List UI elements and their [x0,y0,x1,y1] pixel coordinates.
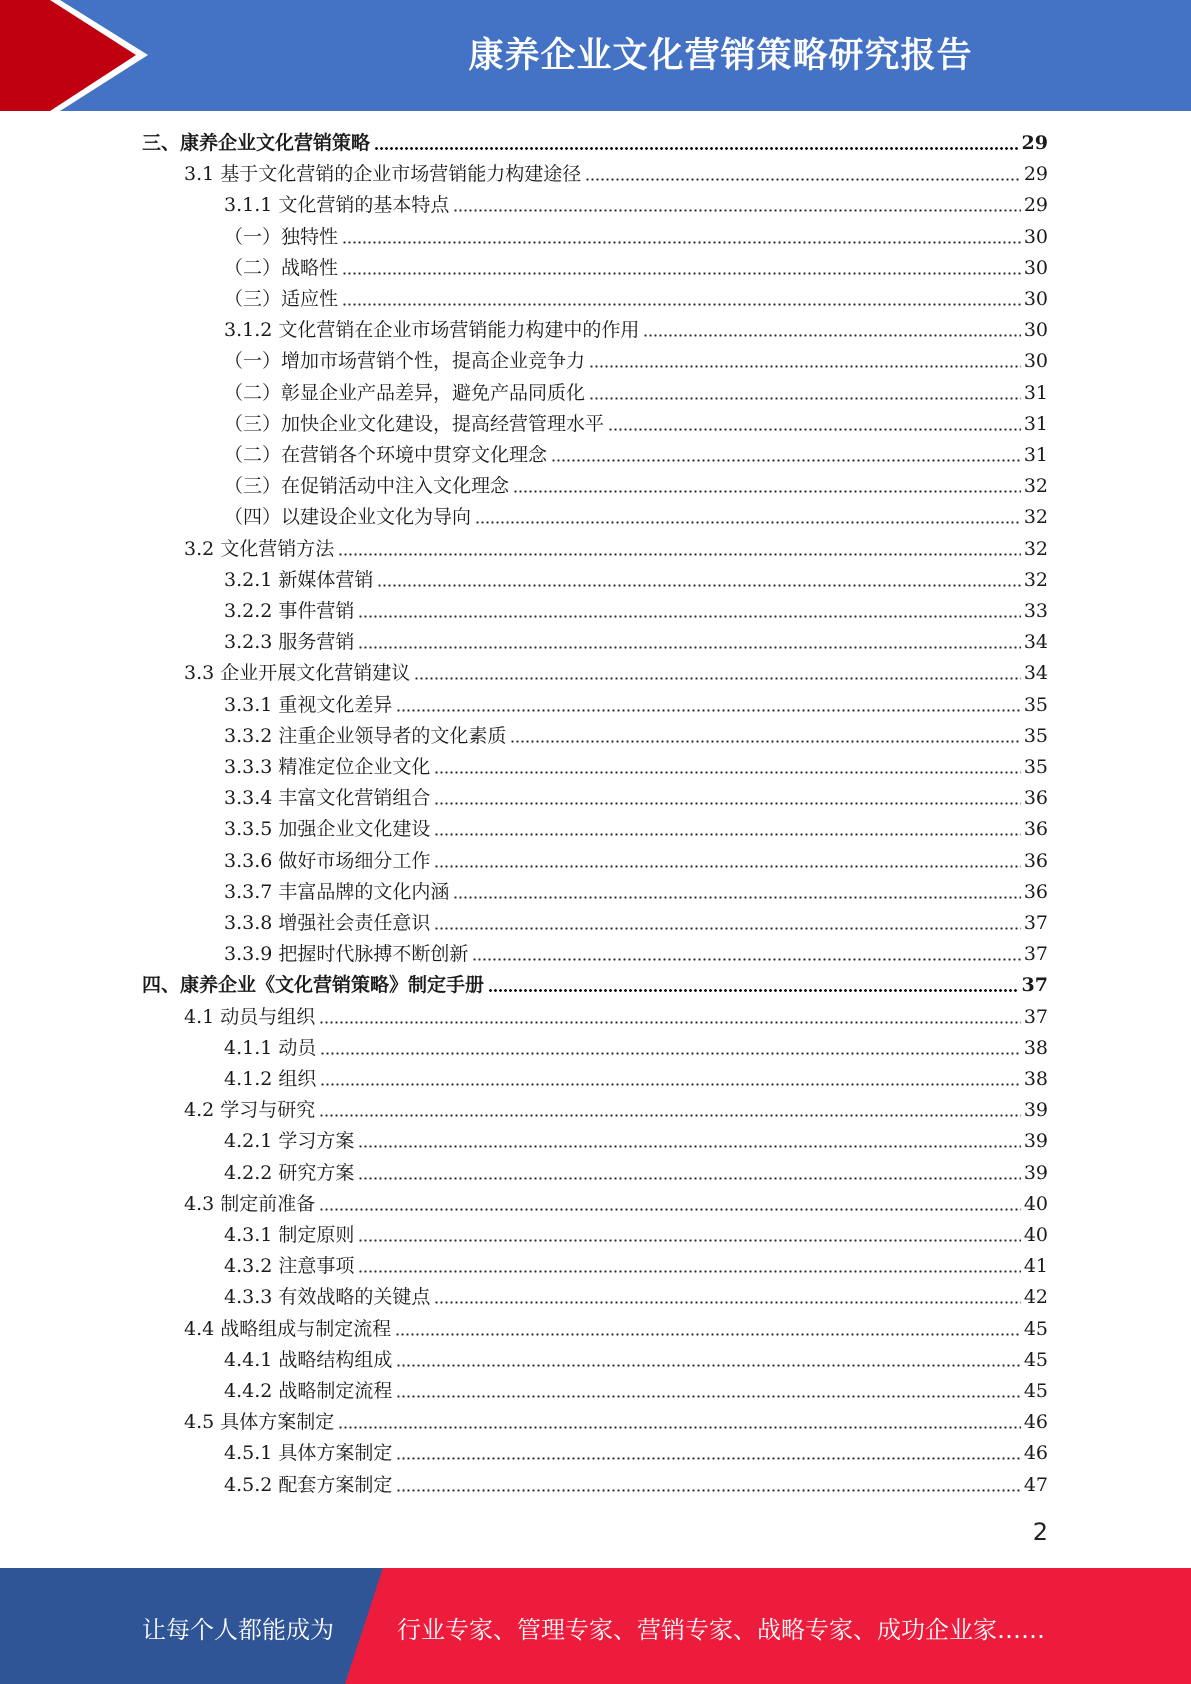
toc-entry-page: 31 [1023,413,1048,435]
toc-entry-page: 39 [1023,1130,1048,1152]
toc-entry-title: 3.2.2 事件营销 [224,600,355,622]
toc-dot-leader [358,1145,1020,1148]
toc-entry-title: 4.5.1 具体方案制定 [224,1442,393,1464]
toc-entry-title: （三）适应性 [224,288,339,310]
page-footer [0,1568,1191,1684]
toc-entry-title: 4.5.2 配套方案制定 [224,1474,393,1496]
toc-dot-leader [395,1333,1021,1336]
toc-entry[interactable] [224,1470,1048,1501]
page-header [0,0,1191,111]
toc-entry-page: 30 [1023,319,1048,341]
toc-dot-leader [472,958,1020,961]
toc-dot-leader [488,989,1019,992]
toc-entry[interactable] [224,1064,1048,1095]
toc-entry[interactable] [224,721,1048,752]
toc-dot-leader [338,1426,1021,1429]
toc-entry[interactable] [224,877,1048,908]
toc-entry[interactable] [184,534,1048,565]
toc-entry[interactable] [224,253,1048,284]
toc-entry-title: （一）增加市场营销个性，提高企业竞争力 [224,350,586,372]
toc-entry[interactable] [224,284,1048,315]
toc-entry-title: 4.4.2 战略制定流程 [224,1380,393,1402]
toc-entry-title: 4.1.1 动员 [224,1037,317,1059]
toc-entry-page: 29 [1023,194,1048,216]
toc-entry-title: 3.3.2 注重企业领导者的文化素质 [224,725,507,747]
toc-entry-page: 35 [1023,756,1048,778]
toc-dot-leader [643,334,1020,337]
toc-dot-leader [374,147,1019,150]
toc-dot-leader [434,865,1020,868]
toc-dot-leader [342,241,1021,244]
toc-dot-leader [358,646,1020,649]
toc-dot-leader [414,677,1021,680]
toc-entry[interactable] [224,315,1048,346]
toc-entry[interactable] [224,190,1048,221]
toc-entry-title: 3.2 文化营销方法 [184,538,335,560]
toc-entry[interactable] [224,346,1048,377]
toc-entry-title: 3.1.1 文化营销的基本特点 [224,194,450,216]
toc-entry-page: 37 [1021,974,1048,996]
toc-dot-leader [475,521,1021,524]
toc-dot-leader [396,1457,1020,1460]
toc-dot-leader [342,272,1021,275]
toc-dot-leader [585,178,1021,181]
toc-dot-leader [338,553,1021,556]
toc-dot-leader [396,1395,1020,1398]
toc-entry-page: 37 [1023,943,1048,965]
toc-dot-leader [319,1021,1021,1024]
toc-entry[interactable] [224,814,1048,845]
toc-entry-title: （四）以建设企业文化为导向 [224,506,472,528]
toc-entry-page: 46 [1023,1411,1048,1433]
toc-dot-leader [510,740,1020,743]
toc-entry-page: 45 [1023,1380,1048,1402]
toc-entry-title: 4.2.2 研究方案 [224,1162,355,1184]
toc-entry-page: 35 [1023,694,1048,716]
toc-entry-title: 四、康养企业《文化营销策略》制定手册 [142,974,485,996]
toc-entry-page: 33 [1023,600,1048,622]
toc-dot-leader [434,1301,1020,1304]
toc-entry-page: 45 [1023,1349,1048,1371]
toc-entry[interactable] [184,159,1048,190]
toc-entry-title: 3.3.6 做好市场细分工作 [224,850,431,872]
toc-entry[interactable] [184,1002,1048,1033]
toc-entry-title: （一）独特性 [224,226,339,248]
toc-entry[interactable] [224,378,1048,409]
toc-entry-page: 39 [1023,1162,1048,1184]
toc-dot-leader [589,365,1021,368]
page-number: 2 [1032,1518,1048,1546]
toc-entry[interactable] [224,1438,1048,1469]
toc-entry-page: 45 [1023,1318,1048,1340]
toc-dot-leader [342,303,1021,306]
toc-entry-title: 4.3.1 制定原则 [224,1224,355,1246]
toc-dot-leader [358,1177,1020,1180]
toc-entry-page: 38 [1023,1037,1048,1059]
toc-entry-page: 32 [1023,475,1048,497]
toc-entry-title: 4.4 战略组成与制定流程 [184,1318,392,1340]
toc-entry-title: 4.3 制定前准备 [184,1193,316,1215]
toc-entry-title: 3.3.9 把握时代脉搏不断创新 [224,943,469,965]
toc-entry[interactable] [224,502,1048,533]
toc-entry-title: 3.1.2 文化营销在企业市场营销能力构建中的作用 [224,319,640,341]
toc-entry-page: 38 [1023,1068,1048,1090]
toc-entry-title: 3.3.8 增强社会责任意识 [224,912,431,934]
toc-entry[interactable] [224,222,1048,253]
footer-slogan-right: 行业专家、管理专家、营销专家、战略专家、成功企业家…… [397,1616,1045,1644]
toc-entry-page: 37 [1023,1006,1048,1028]
toc-entry-page: 35 [1023,725,1048,747]
toc-dot-leader [319,1114,1021,1117]
toc-dot-leader [396,709,1020,712]
toc-entry-title: （二）彰显企业产品差异，避免产品同质化 [224,382,586,404]
toc-entry-page: 32 [1023,506,1048,528]
toc-entry-title: （二）在营销各个环境中贯穿文化理念 [224,444,548,466]
toc-entry[interactable] [224,1220,1048,1251]
toc-dot-leader [434,771,1020,774]
toc-dot-leader [358,1239,1020,1242]
toc-entry-page: 30 [1023,288,1048,310]
toc-entry-page: 29 [1023,163,1048,185]
toc-entry-page: 30 [1023,350,1048,372]
toc-entry[interactable] [184,658,1048,689]
toc-dot-leader [608,428,1021,431]
toc-entry[interactable] [224,690,1048,721]
toc-entry-title: （二）战略性 [224,257,339,279]
toc-entry-page: 31 [1023,444,1048,466]
toc-entry-page: 39 [1023,1099,1048,1121]
toc-dot-leader [377,584,1020,587]
toc-entry[interactable] [224,939,1048,970]
toc-dot-leader [396,1489,1020,1492]
toc-entry[interactable] [224,440,1048,471]
toc-entry-title: 3.3.5 加强企业文化建设 [224,818,431,840]
toc-entry-title: 4.1.2 组织 [224,1068,317,1090]
toc-entry[interactable] [224,1126,1048,1157]
toc-entry-page: 41 [1023,1255,1048,1277]
toc-entry-title: 4.2.1 学习方案 [224,1130,355,1152]
toc-entry[interactable] [224,627,1048,658]
toc-dot-leader [358,615,1020,618]
toc-entry-page: 42 [1023,1286,1048,1308]
toc-entry[interactable] [184,1314,1048,1345]
toc-entry-page: 36 [1023,818,1048,840]
toc-dot-leader [453,896,1020,899]
toc-entry[interactable] [224,1345,1048,1376]
toc-dot-leader [396,1364,1020,1367]
toc-dot-leader [453,209,1020,212]
toc-entry-page: 31 [1023,382,1048,404]
toc-entry-title: 4.1 动员与组织 [184,1006,316,1028]
toc-dot-leader [434,833,1020,836]
toc-entry-title: （三）加快企业文化建设，提高经营管理水平 [224,413,605,435]
toc-entry[interactable] [224,752,1048,783]
toc-entry[interactable] [224,1251,1048,1282]
toc-entry-title: 4.4.1 战略结构组成 [224,1349,393,1371]
toc-entry[interactable] [224,596,1048,627]
toc-entry-page: 30 [1023,226,1048,248]
toc-entry[interactable] [224,409,1048,440]
toc-entry[interactable] [224,1376,1048,1407]
toc-entry[interactable] [224,471,1048,502]
toc-entry-page: 29 [1021,132,1048,154]
toc-entry-title: 3.3.4 丰富文化营销组合 [224,787,431,809]
toc-entry[interactable] [224,565,1048,596]
toc-entry[interactable] [224,846,1048,877]
toc-entry-title: （三）在促销活动中注入文化理念 [224,475,510,497]
document-title: 康养企业文化营销策略研究报告 [468,36,973,76]
toc-entry-page: 40 [1023,1193,1048,1215]
toc-dot-leader [434,802,1020,805]
footer-slogan-left: 让每个人都能成为 [142,1616,334,1644]
toc-entry-page: 32 [1023,569,1048,591]
toc-entry[interactable] [224,1282,1048,1313]
toc-entry-page: 36 [1023,850,1048,872]
toc-dot-leader [589,397,1021,400]
toc-entry-page: 40 [1023,1224,1048,1246]
toc-entry-page: 32 [1023,538,1048,560]
toc-entry-title: 3.3.1 重视文化差异 [224,694,393,716]
toc-entry[interactable] [184,1095,1048,1126]
toc-entry[interactable] [184,1407,1048,1438]
toc-entry-title: 三、康养企业文化营销策略 [142,132,371,154]
toc-entry-title: 4.5 具体方案制定 [184,1411,335,1433]
toc-dot-leader [513,490,1021,493]
toc-entry[interactable] [224,1158,1048,1189]
toc-dot-leader [434,927,1020,930]
toc-entry[interactable] [224,908,1048,939]
toc-dot-leader [319,1208,1021,1211]
toc-entry-title: 3.3.7 丰富品牌的文化内涵 [224,881,450,903]
toc-entry[interactable] [142,970,1048,1001]
toc-entry-title: 4.3.3 有效战略的关键点 [224,1286,431,1308]
toc-entry-page: 37 [1023,912,1048,934]
toc-entry-title: 3.2.3 服务营销 [224,631,355,653]
toc-entry[interactable] [184,1189,1048,1220]
toc-dot-leader [320,1083,1020,1086]
toc-entry-page: 36 [1023,787,1048,809]
toc-entry-page: 34 [1023,631,1048,653]
toc-entry-page: 34 [1023,662,1048,684]
toc-entry-page: 46 [1023,1442,1048,1464]
toc-entry[interactable] [142,128,1048,159]
toc-entry-title: 4.3.2 注意事项 [224,1255,355,1277]
toc-entry-title: 3.2.1 新媒体营销 [224,569,374,591]
toc-dot-leader [551,459,1021,462]
toc-entry-title: 3.1 基于文化营销的企业市场营销能力构建途径 [184,163,582,185]
toc-entry-page: 47 [1023,1474,1048,1496]
toc-entry-title: 3.3 企业开展文化营销建议 [184,662,411,684]
toc-entry-title: 4.2 学习与研究 [184,1099,316,1121]
toc-entry-title: 3.3.3 精准定位企业文化 [224,756,431,778]
toc-dot-leader [358,1270,1020,1273]
toc-entry[interactable] [224,783,1048,814]
toc-dot-leader [320,1052,1020,1055]
toc-entry-page: 36 [1023,881,1048,903]
toc-entry[interactable] [224,1033,1048,1064]
toc-entry-page: 30 [1023,257,1048,279]
